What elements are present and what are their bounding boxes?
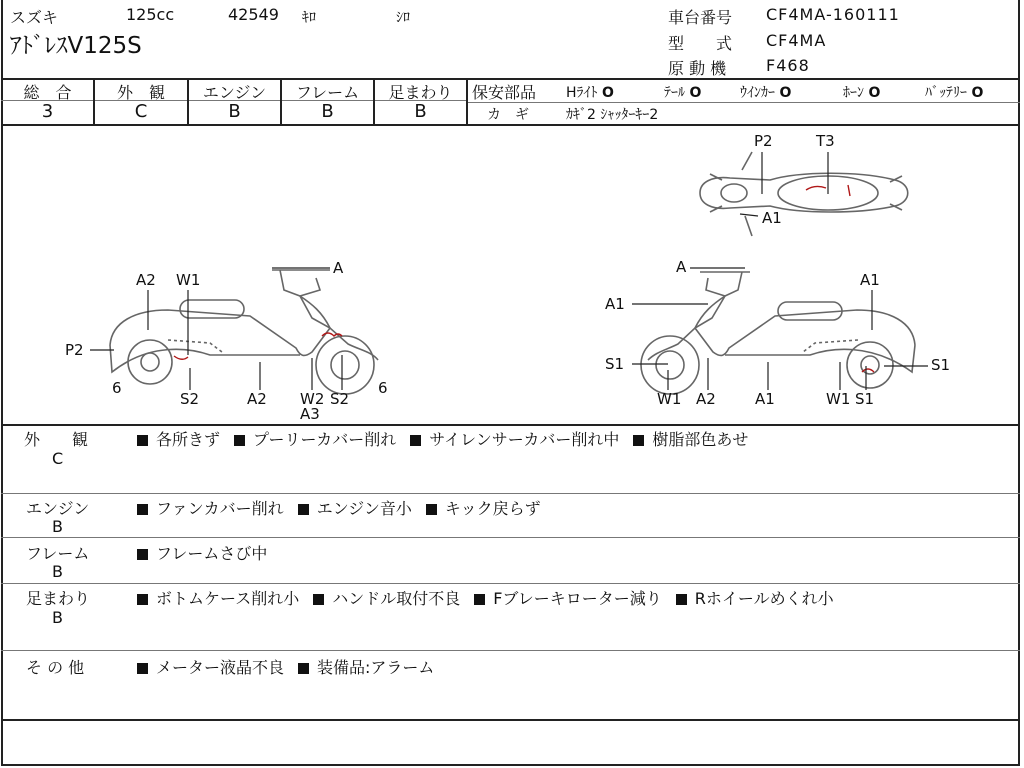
remark-exterior-items: 各所きず プーリーカバー削れ サイレンサーカバー削れ中 樹脂部色あせ (137, 427, 762, 450)
remark-suspension-items: ボトムケース削れ小 ハンドル取付不良 Fブレーキローター減り Rホイールめくれ小 (137, 586, 848, 609)
label-t3-top: T3 (816, 132, 835, 150)
right-view-scooter (641, 272, 915, 394)
grade-exterior-value: C (134, 101, 148, 122)
remark-other-category: そ の 他 (26, 658, 85, 677)
label-a2-left-bottom: A2 (247, 390, 267, 408)
remark-suspension-category: 足まわり (26, 589, 91, 608)
label-a1-top: A1 (762, 209, 782, 227)
label-p2-top: P2 (754, 132, 773, 150)
grade-suspension-label: 足まわり (388, 83, 453, 102)
label-s1-right-rear: S1 (931, 356, 951, 374)
label-a2-left: A2 (136, 271, 156, 289)
label-s2-left: S2 (180, 390, 200, 408)
grade-suspension-value: B (414, 101, 427, 122)
grade-engine-label: エンジン (202, 83, 267, 102)
safety-winker: ｳｲﾝｶｰ O (740, 85, 792, 101)
safety-headlight: Hﾗｲﾄ O (566, 85, 614, 101)
label-s1-right-bottom: S1 (855, 390, 875, 408)
label-w1-left: W1 (176, 271, 201, 289)
label-p2-left: P2 (65, 341, 84, 359)
label-a1-right-seat: A1 (860, 271, 880, 289)
top-view-scooter (700, 152, 908, 236)
engine-label: 原 動 機 (668, 59, 727, 78)
label-a-left: A (333, 259, 344, 277)
label-a1-right-bottom: A1 (755, 390, 775, 408)
body-color: ｼﾛ (396, 10, 410, 26)
remark-frame-grade: B (52, 562, 63, 581)
label-a3-left: A3 (300, 405, 320, 423)
safety-battery: ﾊﾞｯﾃﾘｰ O (925, 85, 984, 101)
grade-overall-value: 3 (41, 101, 54, 122)
safety-taillight: ﾃｰﾙ O (664, 85, 702, 101)
model-type: CF4MA (766, 31, 827, 50)
frame-no-label: 車台番号 (668, 8, 733, 27)
safety-horn: ﾎｰﾝ O (843, 85, 881, 101)
label-s2-left-rear: S2 (330, 390, 350, 408)
remark-engine-category: エンジン (26, 499, 90, 518)
model-name: ｱﾄﾞﾚｽV125S (10, 33, 142, 59)
maker: スズキ (10, 8, 59, 27)
label-w1-right-rear: W1 (826, 390, 851, 408)
remark-frame-category: フレーム (26, 544, 90, 563)
grade-engine-value: B (228, 101, 241, 122)
mileage-unit: ｷﾛ (302, 10, 316, 26)
label-6-left-rear: 6 (378, 379, 388, 397)
remark-exterior-category: 外 観 (24, 430, 89, 449)
grade-overall-label: 総 合 (23, 83, 72, 102)
label-w1-right: W1 (657, 390, 682, 408)
label-s1-right-front: S1 (605, 355, 625, 373)
mileage: 42549 (228, 5, 279, 24)
safety-label: 保安部品 (472, 83, 537, 102)
grade-exterior-label: 外 観 (116, 83, 165, 102)
frame-no: CF4MA-160111 (766, 5, 900, 24)
key-label: カ ギ (487, 107, 529, 123)
remark-other-items: メーター液晶不良 装備品:アラーム (137, 655, 448, 678)
label-a1-right: A1 (605, 295, 625, 313)
label-a-right: A (676, 258, 687, 276)
label-w2-left: W2 (300, 390, 325, 408)
label-a2-right: A2 (696, 390, 716, 408)
remark-suspension-grade: B (52, 608, 63, 627)
type-label: 型 式 (668, 34, 733, 53)
grade-frame-value: B (321, 101, 334, 122)
remark-engine-items: ファンカバー削れ エンジン音小 キック戻らず (137, 496, 555, 519)
remark-frame-items: フレームさび中 (137, 541, 281, 564)
engine-model: F468 (766, 56, 810, 75)
label-6-left-front: 6 (112, 379, 122, 397)
key-value: ｶｷﾞ2 ｼｬｯﾀｰｷｰ2 (566, 107, 659, 123)
remark-exterior-grade: C (52, 449, 64, 468)
displacement: 125cc (126, 5, 175, 24)
grade-frame-label: フレーム (295, 83, 360, 102)
remark-engine-grade: B (52, 517, 63, 536)
